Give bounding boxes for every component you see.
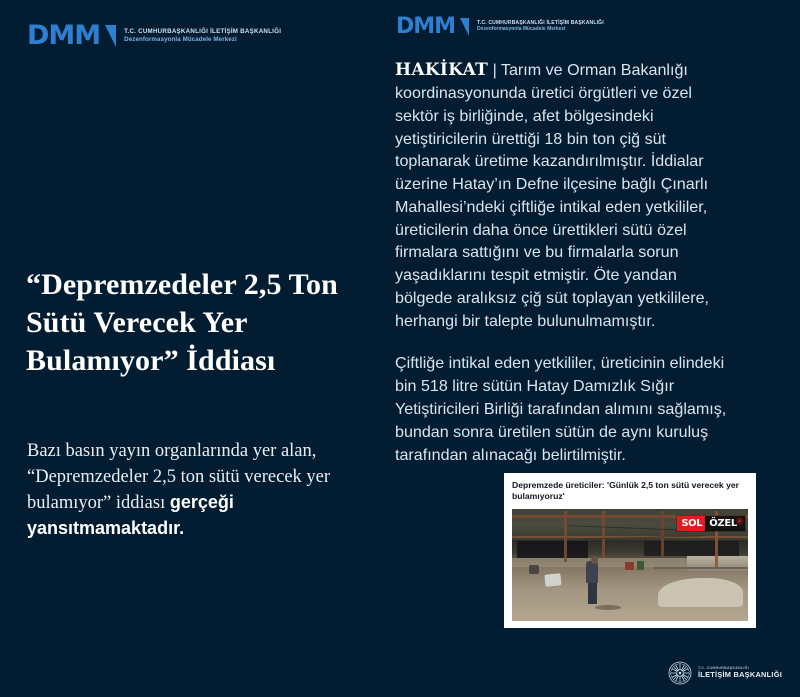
- photo-person-shadow: [595, 605, 621, 610]
- dmm-logo-text-block: [477, 21, 604, 33]
- sol-star-icon: ✳: [735, 514, 744, 528]
- fact-body: [395, 58, 735, 466]
- footer-text-block: [698, 666, 782, 679]
- photo-shadow-right: [644, 541, 738, 556]
- label-separator: |: [492, 61, 497, 79]
- dmm-triangle-icon: [105, 25, 116, 47]
- footer-line2: İLETİŞİM BAŞKANLIĞI: [698, 669, 782, 679]
- claim-summary: [27, 438, 367, 543]
- news-screenshot-card: [504, 473, 756, 628]
- photo-person-legs: [588, 580, 597, 604]
- dmm-logo-line2: Dezenformasyonla Mücadele Merkezi: [124, 35, 237, 43]
- photo-post-2: [602, 511, 605, 558]
- sol-ozel-watermark: [677, 516, 745, 532]
- dmm-logo-line1: T.C. CUMHURBAŞKANLIĞI İLETİŞİM BAŞKANLIĞI: [477, 20, 604, 27]
- dmm-wordmark: DMM: [396, 14, 456, 39]
- sol-badge-black: [705, 516, 745, 532]
- hakikat-label: HAKİKAT: [395, 60, 489, 80]
- dmm-triangle-icon: [460, 18, 469, 36]
- photo-object-1: [544, 573, 561, 587]
- photo-shadow-left: [517, 541, 588, 559]
- presidency-emblem-icon: [668, 661, 692, 685]
- sol-badge-black-text: ÖZEL: [709, 517, 737, 529]
- dmm-logo-line1: T.C. CUMHURBAŞKANLIĞI İLETİŞİM BAŞKANLIĞI: [124, 28, 282, 36]
- photo-post-1: [564, 511, 567, 563]
- photo-person-head: [591, 556, 598, 564]
- footer-line1: T.C. CUMHURBAŞKANLIĞI: [698, 666, 749, 671]
- fact-paragraph-2: Çiftliğe intikal eden yetkililer, üreticinin elindeki bin 518 litre sütün Hatay Damızlık Sığır Yetiştiricileri Birliği tarafından alımını sağlamış, bundan sonra üretilen sütün de aynı kuruluş tarafından alınacağı belirtilmiştir.: [395, 354, 727, 464]
- photo-concrete-pad: [658, 578, 743, 607]
- left-panel: [0, 0, 392, 697]
- dmm-logo-right: [396, 16, 604, 38]
- photo-post-3: [661, 511, 664, 556]
- claim-summary-emphasis: gerçeği yansıtmamaktadır.: [27, 492, 234, 539]
- page-title: “Depremzedeler 2,5 Ton Sütü Verecek Yer Bulamıyor” İddiası: [26, 268, 338, 377]
- farm-photo: [512, 509, 748, 621]
- dmm-logo-left: [27, 22, 281, 49]
- claim-summary-plain: Bazı basın yayın organlarında yer alan, “Depremzedeler 2,5 ton sütü verecek yer bulamıyor” iddiası: [27, 440, 331, 514]
- fact-paragraph-1-text: Tarım ve Orman Bakanlığı koordinasyonunda üretici örgütleri ve özel sektör iş birliğinde, afet bölgesindeki yetiştiricilerin ürettiği 18 bin ton çiğ süt toplanarak üretime kazandırılmıştır. İddialar üzerine Hatay’ın Defne ilçesine bağlı Çınarlı Mahallesi’ndeki çiftliğe intikal eden yetkililer, üreticilerin daha önce ürettikleri sütü özel firmalara sattığını ve bu firmalarla sorun yaşadıklarını tespit etmiştir. Öte yandan bölgede aralıksız çiğ süt toplayan yetkililere, herhangi bir talepte bulunulmamıştır.: [395, 61, 709, 330]
- dmm-wordmark: DMM: [27, 20, 101, 51]
- photo-person-body: [586, 561, 598, 583]
- footer-logo: [668, 661, 782, 685]
- dmm-logo-text-block: [124, 28, 281, 43]
- photo-object-3: [625, 562, 634, 570]
- fact-paragraph-1: [395, 58, 735, 332]
- photo-rail: [654, 567, 748, 569]
- dmm-logo-line2: Dezenformasyonla Mücadele Merkezi: [477, 26, 566, 32]
- sol-badge-red: SOL: [677, 516, 705, 532]
- photo-object-2: [529, 565, 539, 574]
- photo-object-4: [637, 561, 644, 570]
- news-headline-caption: Depremzede üreticiler: 'Günlük 2,5 ton sütü verecek yer bulamıyoruz': [512, 480, 739, 502]
